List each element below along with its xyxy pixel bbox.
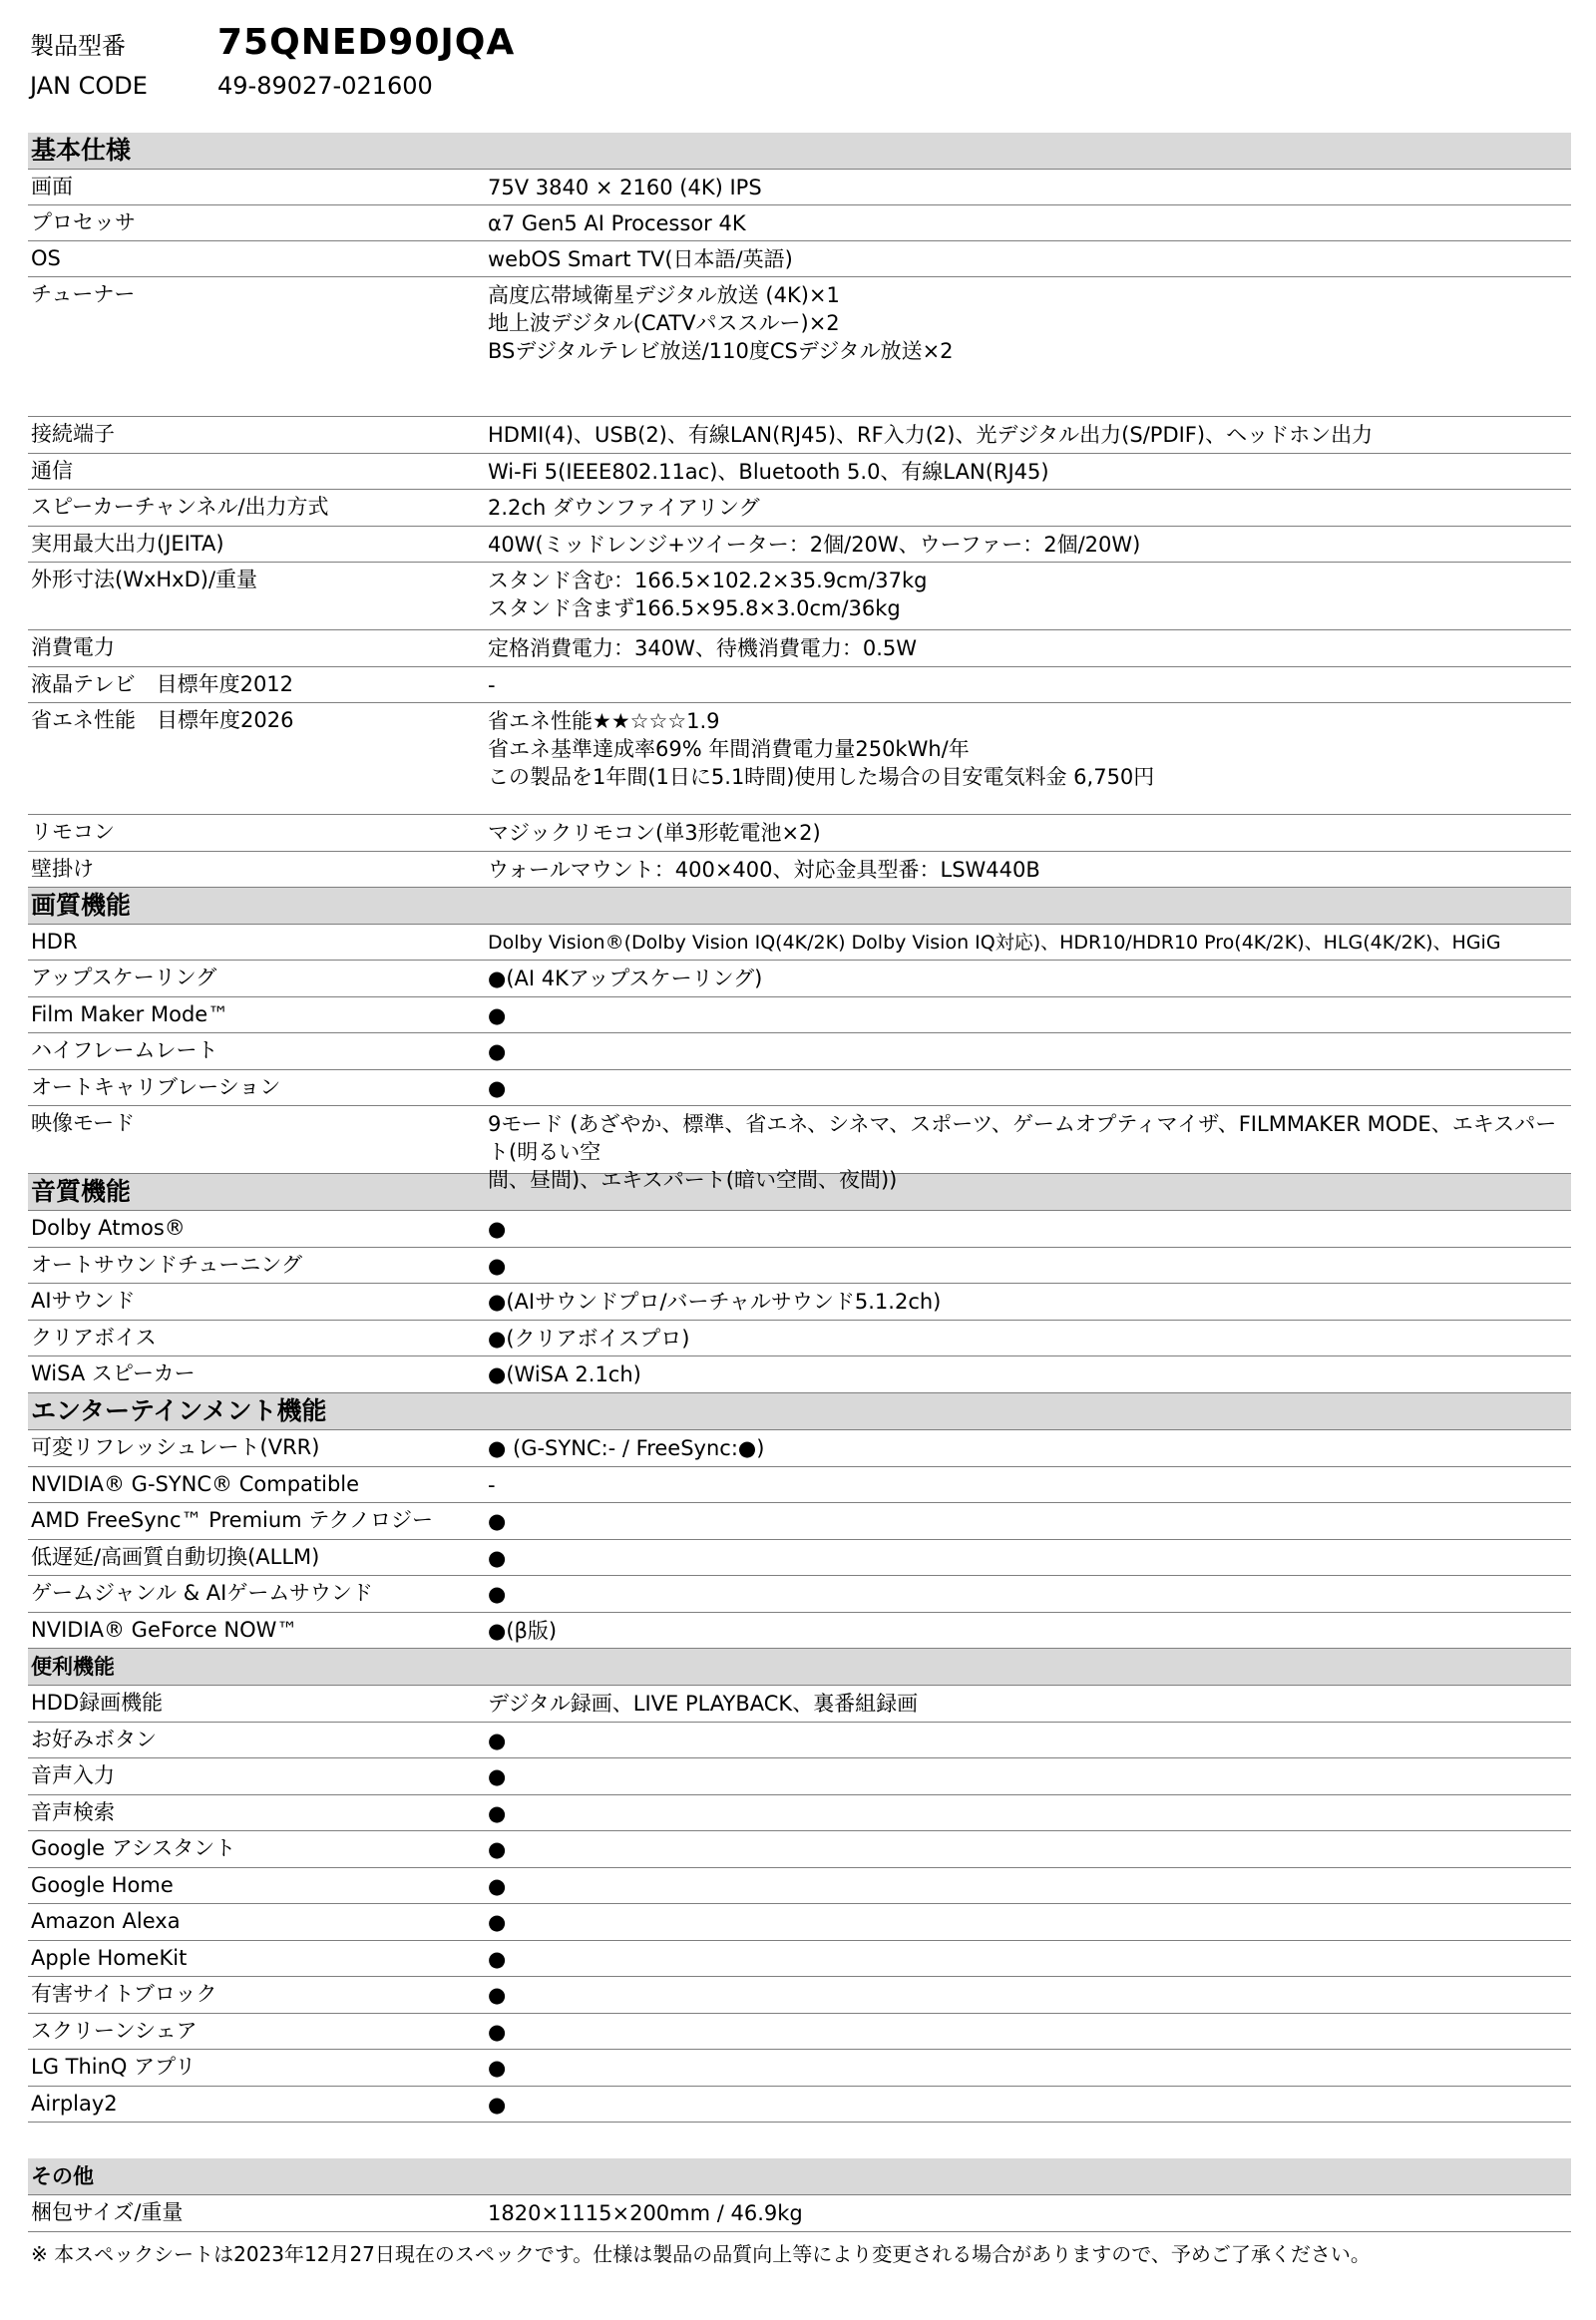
spec-row (28, 2087, 1571, 2123)
spec-value (488, 667, 1571, 702)
spec-row (28, 667, 1571, 703)
spec-label: 梱包サイズ/重量 (31, 2200, 184, 2224)
spec-value (488, 490, 1571, 526)
spec-value (488, 1904, 1571, 1940)
bullet-mark: ● (488, 1076, 507, 1100)
spec-row (28, 1033, 1571, 1070)
spec-value (488, 1356, 1571, 1392)
section-header: 音質機能 (28, 1174, 1571, 1211)
section-header: 基本仕様 (28, 133, 1571, 170)
spec-value-line: - (488, 1473, 496, 1497)
spec-label: 可変リフレッシュレート(VRR) (31, 1435, 320, 1459)
spec-label: クリアボイス (31, 1326, 157, 1350)
spec-value (488, 1070, 1571, 1105)
spec-value-line: 間、昼間)、エキスパート(暗い空間、夜間)) (488, 1168, 898, 1192)
section-header: 画質機能 (28, 888, 1571, 925)
spec-value-line: スタンド含む：166.5×102.2×35.9cm/37kg (488, 569, 928, 592)
spec-value-line: 75V 3840 × 2160 (4K) IPS (488, 176, 762, 199)
spec-row (28, 1467, 1571, 1503)
spec-label: HDR (31, 930, 78, 954)
spec-value (488, 1033, 1571, 1069)
spec-label: 低遅延/高画質自動切換(ALLM) (31, 1545, 320, 1569)
product-header (30, 22, 1571, 112)
spec-label: WiSA スピーカー (31, 1361, 196, 1385)
spec-label: 映像モード (31, 1111, 136, 1135)
spec-label: 液晶テレビ 目標年度2012 (31, 672, 294, 696)
spec-value-line: ● (G-SYNC:- / FreeSync:●) (488, 1436, 765, 1460)
jan-row (30, 72, 1571, 112)
spec-label: 実用最大出力(JEITA) (31, 532, 224, 556)
spec-value-line: この製品を1年間(1日に5.1時間)使用した場合の目安電気料金 6,750円 (488, 765, 1155, 789)
bullet-mark: ● (488, 1509, 507, 1533)
spec-row (28, 2014, 1571, 2050)
section-header: エンターテインメント機能 (28, 1393, 1571, 1430)
spec-row (28, 1868, 1571, 1904)
spec-value (488, 1211, 1571, 1247)
spec-row (28, 1977, 1571, 2014)
spec-label: Google アシスタント (31, 1836, 236, 1860)
spec-value-line: 省エネ基準達成率69% 年間消費電力量250kWh/年 (488, 737, 970, 761)
spec-value-line: 1820×1115×200mm / 46.9kg (488, 2201, 803, 2225)
spec-value (488, 1430, 1571, 1466)
bullet-mark: ● (488, 1217, 507, 1241)
spec-value-line: 40W(ミッドレンジ+ツイーター：2個/20W、ウーファー：2個/20W) (488, 533, 1141, 557)
spec-value-line: BSデジタルテレビ放送/110度CSデジタル放送×2 (488, 339, 954, 363)
bullet-mark: ● (488, 2020, 507, 2044)
spec-row (28, 241, 1571, 277)
spec-row (28, 2050, 1571, 2087)
bullet-mark: ● (488, 1874, 507, 1898)
spec-value-line: ●(クリアボイスプロ) (488, 1327, 690, 1351)
spec-label: 音声入力 (31, 1763, 115, 1787)
spec-label: Apple HomeKit (31, 1946, 188, 1970)
spec-row (28, 925, 1571, 961)
spec-value (488, 277, 1571, 416)
spec-value (488, 852, 1571, 887)
spec-label: 接続端子 (31, 422, 115, 446)
spec-row (28, 1356, 1571, 1393)
spec-value (488, 1977, 1571, 2013)
section-header: その他 (28, 2158, 1571, 2195)
spec-row (28, 1723, 1571, 1758)
spec-value (488, 1503, 1571, 1539)
spec-value-line: スタンド含まず166.5×95.8×3.0cm/36kg (488, 596, 901, 620)
spec-value (488, 417, 1571, 453)
spec-value (488, 1831, 1571, 1867)
spec-row (28, 961, 1571, 997)
spec-value (488, 1758, 1571, 1794)
spec-value (488, 1106, 1571, 1192)
spec-value-line: 9モード (あざやか、標準、省エネ、シネマ、スポーツ、ゲームオプティマイザ、FILMMAKER MODE、エキスパート(明るい空 (488, 1112, 1557, 1164)
spec-label: 画面 (31, 175, 73, 198)
spec-value (488, 2087, 1571, 2122)
spec-value-line: α7 Gen5 AI Processor 4K (488, 211, 746, 235)
spec-value-line: - (488, 673, 496, 697)
spec-value (488, 961, 1571, 996)
bullet-mark: ● (488, 1729, 507, 1752)
spec-label: ゲームジャンル & AIゲームサウンド (31, 1581, 373, 1605)
spec-value (488, 1321, 1571, 1355)
spec-value-line: 定格消費電力：340W、待機消費電力：0.5W (488, 636, 918, 660)
spec-row (28, 205, 1571, 241)
spec-row (28, 490, 1571, 527)
spec-row (28, 1576, 1571, 1613)
spec-row (28, 1831, 1571, 1868)
spec-label: プロセッサ (31, 210, 136, 234)
spec-value (488, 563, 1571, 629)
spacer (28, 2123, 1571, 2158)
spec-value-line: ●(WiSA 2.1ch) (488, 1362, 641, 1386)
model-row (30, 22, 1571, 70)
spec-label: LG ThinQ アプリ (31, 2055, 197, 2079)
spec-value-line: 高度広帯域衛星デジタル放送 (4K)×1 (488, 283, 840, 307)
jan-label: JAN CODE (30, 72, 148, 100)
spec-value (488, 1795, 1571, 1830)
spec-label: 省エネ性能 目標年度2026 (31, 708, 294, 732)
spec-row (28, 630, 1571, 667)
spec-row (28, 170, 1571, 205)
spec-row (28, 1758, 1571, 1795)
spec-value-line: 2.2ch ダウンファイアリング (488, 496, 760, 520)
spec-row (28, 1248, 1571, 1284)
bullet-mark: ● (488, 1764, 507, 1788)
spec-value-line: 地上波デジタル(CATVパススルー)×2 (488, 311, 840, 335)
spec-label: オートサウンドチューニング (31, 1253, 302, 1277)
spec-label: AMD FreeSync™ Premium テクノロジー (31, 1508, 434, 1532)
spec-value-line: webOS Smart TV(日本語/英語) (488, 247, 793, 271)
spec-value-line: 省エネ性能★★☆☆☆1.9 (488, 709, 720, 733)
spec-label: NVIDIA® GeForce NOW™ (31, 1618, 298, 1642)
bullet-mark: ● (488, 1837, 507, 1861)
spec-row (28, 1284, 1571, 1321)
spec-label: ハイフレームレート (31, 1038, 218, 1062)
spec-table (28, 133, 1571, 2267)
spec-label: 外形寸法(WxHxD)/重量 (31, 568, 258, 591)
footnote: ※ 本スペックシートは2023年12月27日現在のスペックです。仕様は製品の品質向上等により変更される場合がありますので、予めご了承ください。 (31, 2242, 1371, 2266)
spec-value (488, 1284, 1571, 1320)
spec-value-line: Wi-Fi 5(IEEE802.11ac)、Bluetooth 5.0、有線LAN(RJ45) (488, 460, 1049, 484)
spec-value (488, 2195, 1571, 2231)
spec-value-line: ●(AI 4Kアップスケーリング) (488, 967, 763, 990)
spec-row (28, 1904, 1571, 1941)
spec-label: スクリーンシェア (31, 2019, 198, 2043)
bullet-mark: ● (488, 1039, 507, 1063)
spec-row (28, 852, 1571, 888)
spec-row (28, 1503, 1571, 1540)
spec-label: アップスケーリング (31, 966, 217, 989)
spec-value (488, 1941, 1571, 1976)
spec-row (28, 1941, 1571, 1977)
spec-row (28, 454, 1571, 490)
spec-label: HDD録画機能 (31, 1691, 164, 1715)
spec-row (28, 1430, 1571, 1467)
spec-value-line: Dolby Vision®(Dolby Vision IQ(4K/2K) Dolby Vision IQ対応)、HDR10/HDR10 Pro(4K/2K)、HLG(4K/2K)、HGiG (488, 932, 1501, 954)
spec-label: 通信 (31, 459, 73, 483)
spec-value (488, 815, 1571, 851)
model-number: 75QNED90JQA (217, 22, 516, 63)
spec-value (488, 170, 1571, 204)
bullet-mark: ● (488, 1254, 507, 1278)
spec-row (28, 1613, 1571, 1649)
spec-label: オートキャリブレーション (31, 1075, 281, 1099)
spec-label: 有害サイトブロック (31, 1982, 217, 2006)
bullet-mark: ● (488, 2056, 507, 2080)
spec-value (488, 1723, 1571, 1757)
spec-value (488, 241, 1571, 276)
model-label: 製品型番 (30, 32, 126, 60)
spec-row (28, 527, 1571, 563)
spec-value (488, 205, 1571, 240)
spec-value (488, 2014, 1571, 2049)
spec-label: OS (31, 246, 61, 270)
spec-label: Amazon Alexa (31, 1909, 181, 1933)
spec-row (28, 417, 1571, 454)
spec-label: 消費電力 (31, 635, 115, 659)
spec-label: 壁掛け (31, 857, 94, 881)
spec-value (488, 1467, 1571, 1502)
spec-label: Airplay2 (31, 2092, 118, 2116)
spec-row (28, 997, 1571, 1033)
spec-value-line: ●(AIサウンドプロ/バーチャルサウンド5.1.2ch) (488, 1290, 942, 1314)
spec-value (488, 2050, 1571, 2086)
bullet-mark: ● (488, 1910, 507, 1934)
bullet-mark: ● (488, 1801, 507, 1825)
spec-label: Dolby Atmos® (31, 1216, 186, 1240)
spec-label: お好みボタン (31, 1728, 157, 1751)
spec-label: AIサウンド (31, 1289, 136, 1313)
spec-value-line: HDMI(4)、USB(2)、有線LAN(RJ45)、RF入力(2)、光デジタル出力(S/PDIF)、ヘッドホン出力 (488, 423, 1374, 447)
spec-row (28, 1211, 1571, 1248)
spec-value (488, 454, 1571, 489)
spec-row (28, 1795, 1571, 1831)
bullet-mark: ● (488, 1582, 507, 1606)
spec-label: リモコン (31, 820, 115, 844)
spec-row (28, 563, 1571, 630)
spec-value (488, 997, 1571, 1032)
spec-row (28, 2195, 1571, 2232)
section-header: 便利機能 (28, 1649, 1571, 1686)
spec-value (488, 527, 1571, 562)
spec-row (28, 1540, 1571, 1576)
bullet-mark: ● (488, 1947, 507, 1971)
spec-row (28, 703, 1571, 815)
spec-value-line: デジタル録画、LIVE PLAYBACK、裏番組録画 (488, 1692, 919, 1716)
spec-value-line: ●(β版) (488, 1619, 558, 1643)
bullet-mark: ● (488, 2093, 507, 2117)
spec-row (28, 277, 1571, 417)
spec-value (488, 1540, 1571, 1575)
spec-label: Google Home (31, 1873, 174, 1897)
spec-value (488, 1576, 1571, 1612)
bullet-mark: ● (488, 1003, 507, 1027)
spec-label: チューナー (31, 282, 136, 306)
spec-label: Film Maker Mode™ (31, 1002, 229, 1026)
spec-value (488, 1248, 1571, 1283)
spec-label: NVIDIA® G-SYNC® Compatible (31, 1472, 360, 1496)
spec-row (28, 1686, 1571, 1723)
spec-value-line: マジックリモコン(単3形乾電池×2) (488, 821, 821, 845)
spec-row (28, 815, 1571, 852)
spec-value-line: ウォールマウント：400×400、対応金具型番：LSW440B (488, 858, 1040, 882)
spec-value (488, 1613, 1571, 1648)
jan-code: 49-89027-021600 (217, 72, 433, 100)
spec-value (488, 1868, 1571, 1903)
spec-row (28, 1321, 1571, 1356)
spec-value (488, 630, 1571, 666)
spec-value (488, 925, 1571, 960)
bullet-mark: ● (488, 1546, 507, 1570)
spec-row (28, 1070, 1571, 1106)
spec-label: スピーカーチャンネル/出力方式 (31, 495, 329, 519)
spec-value (488, 1686, 1571, 1722)
bullet-mark: ● (488, 1983, 507, 2007)
spec-value (488, 703, 1571, 814)
spec-label: 音声検索 (31, 1800, 115, 1824)
